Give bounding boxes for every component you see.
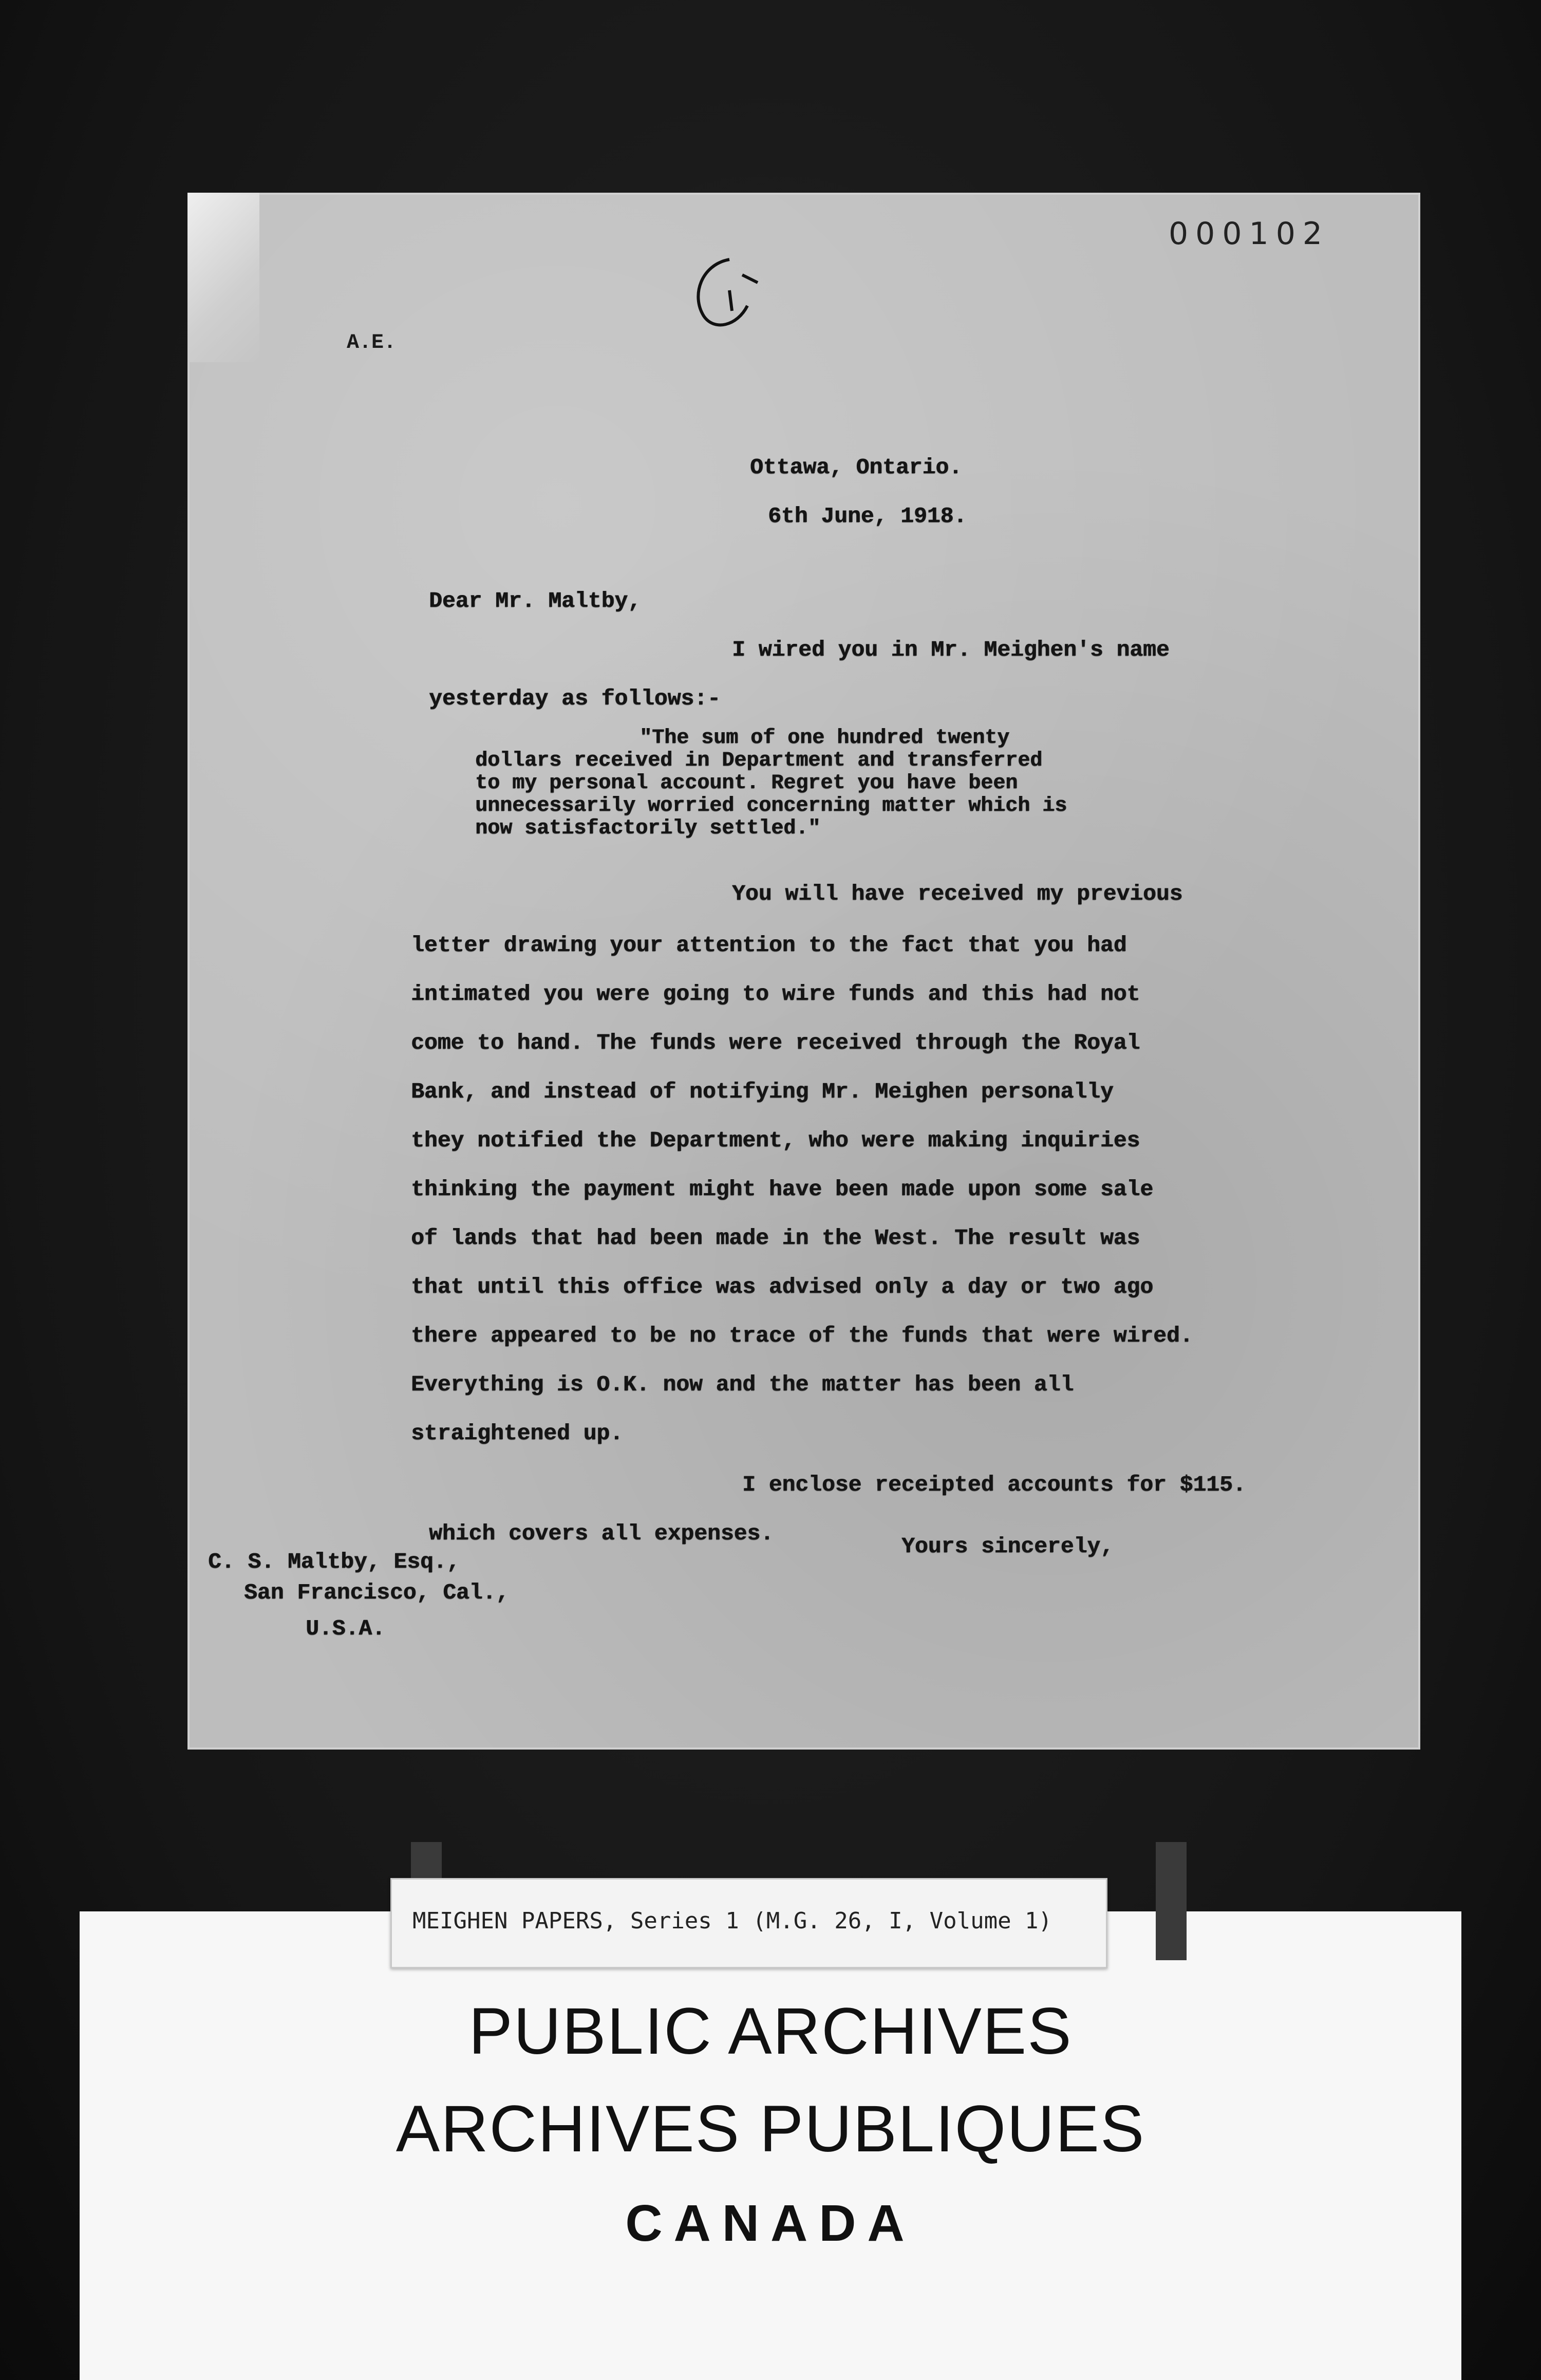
body-line: letter drawing your attention to the fact that you had [411, 933, 1127, 958]
body-line: come to hand. The funds were received through the Royal [411, 1030, 1140, 1055]
margin-initials: A.E. [347, 331, 397, 355]
quote-line: now satisfactorily settled." [475, 817, 821, 840]
recipient-address-line: U.S.A. [306, 1616, 385, 1641]
archive-title-french: ARCHIVES PUBLIQUES [396, 2092, 1145, 2166]
telegram-quote [475, 727, 1067, 840]
enclosure-line-1: I enclose receipted accounts for $115. [742, 1472, 1246, 1497]
body-line: Everything is O.K. now and the matter has been all [411, 1372, 1074, 1397]
handwritten-circle-mark [681, 254, 773, 347]
letter-place: Ottawa, Ontario. [750, 455, 962, 480]
body-line: of lands that had been made in the West. The result was [411, 1225, 1140, 1251]
body-line: thinking the payment might have been made upon some sale [411, 1177, 1154, 1202]
recipient-address-line: San Francisco, Cal., [244, 1580, 510, 1605]
recipient-address-line: C. S. Maltby, Esq., [208, 1549, 460, 1574]
letter-page [187, 193, 1420, 1750]
collection-reference: MEIGHEN PAPERS, Series 1 (M.G. 26, I, Volume 1) [412, 1908, 1053, 1934]
archive-title-english: PUBLIC ARCHIVES [468, 1995, 1073, 2068]
letter-closing: Yours sincerely, [901, 1534, 1114, 1559]
quote-line: dollars received in Department and transferred [475, 749, 1043, 772]
tape-strip [1156, 1842, 1187, 1960]
body-line: intimated you were going to wire funds and this had not [411, 981, 1140, 1007]
body-line: You will have received my previous [732, 881, 1183, 906]
enclosure-line-2: which covers all expenses. [429, 1521, 774, 1546]
body-line: there appeared to be no trace of the funds that were wired. [411, 1323, 1193, 1348]
paragraph-1-line-2: yesterday as follows:- [429, 686, 721, 711]
quote-line: "The sum of one hundred twenty [640, 727, 1010, 750]
quote-line: unnecessarily worried concerning matter which is [475, 794, 1067, 817]
document-number: 000102 [1169, 216, 1330, 252]
body-line: they notified the Department, who were making inquiries [411, 1128, 1140, 1153]
quote-line: to my personal account. Regret you have been [475, 772, 1018, 795]
archive-country: CANADA [625, 2195, 916, 2252]
letter-salutation: Dear Mr. Maltby, [429, 588, 641, 613]
paragraph-1-line-1: I wired you in Mr. Meighen's name [732, 637, 1170, 662]
letter-date: 6th June, 1918. [768, 504, 967, 529]
page-corner-fold [187, 193, 259, 362]
body-line: straightened up. [411, 1421, 623, 1446]
body-line: Bank, and instead of notifying Mr. Meighen personally [411, 1079, 1114, 1104]
collection-tag [390, 1878, 1107, 1968]
body-line: that until this office was advised only a day or two ago [411, 1274, 1154, 1299]
